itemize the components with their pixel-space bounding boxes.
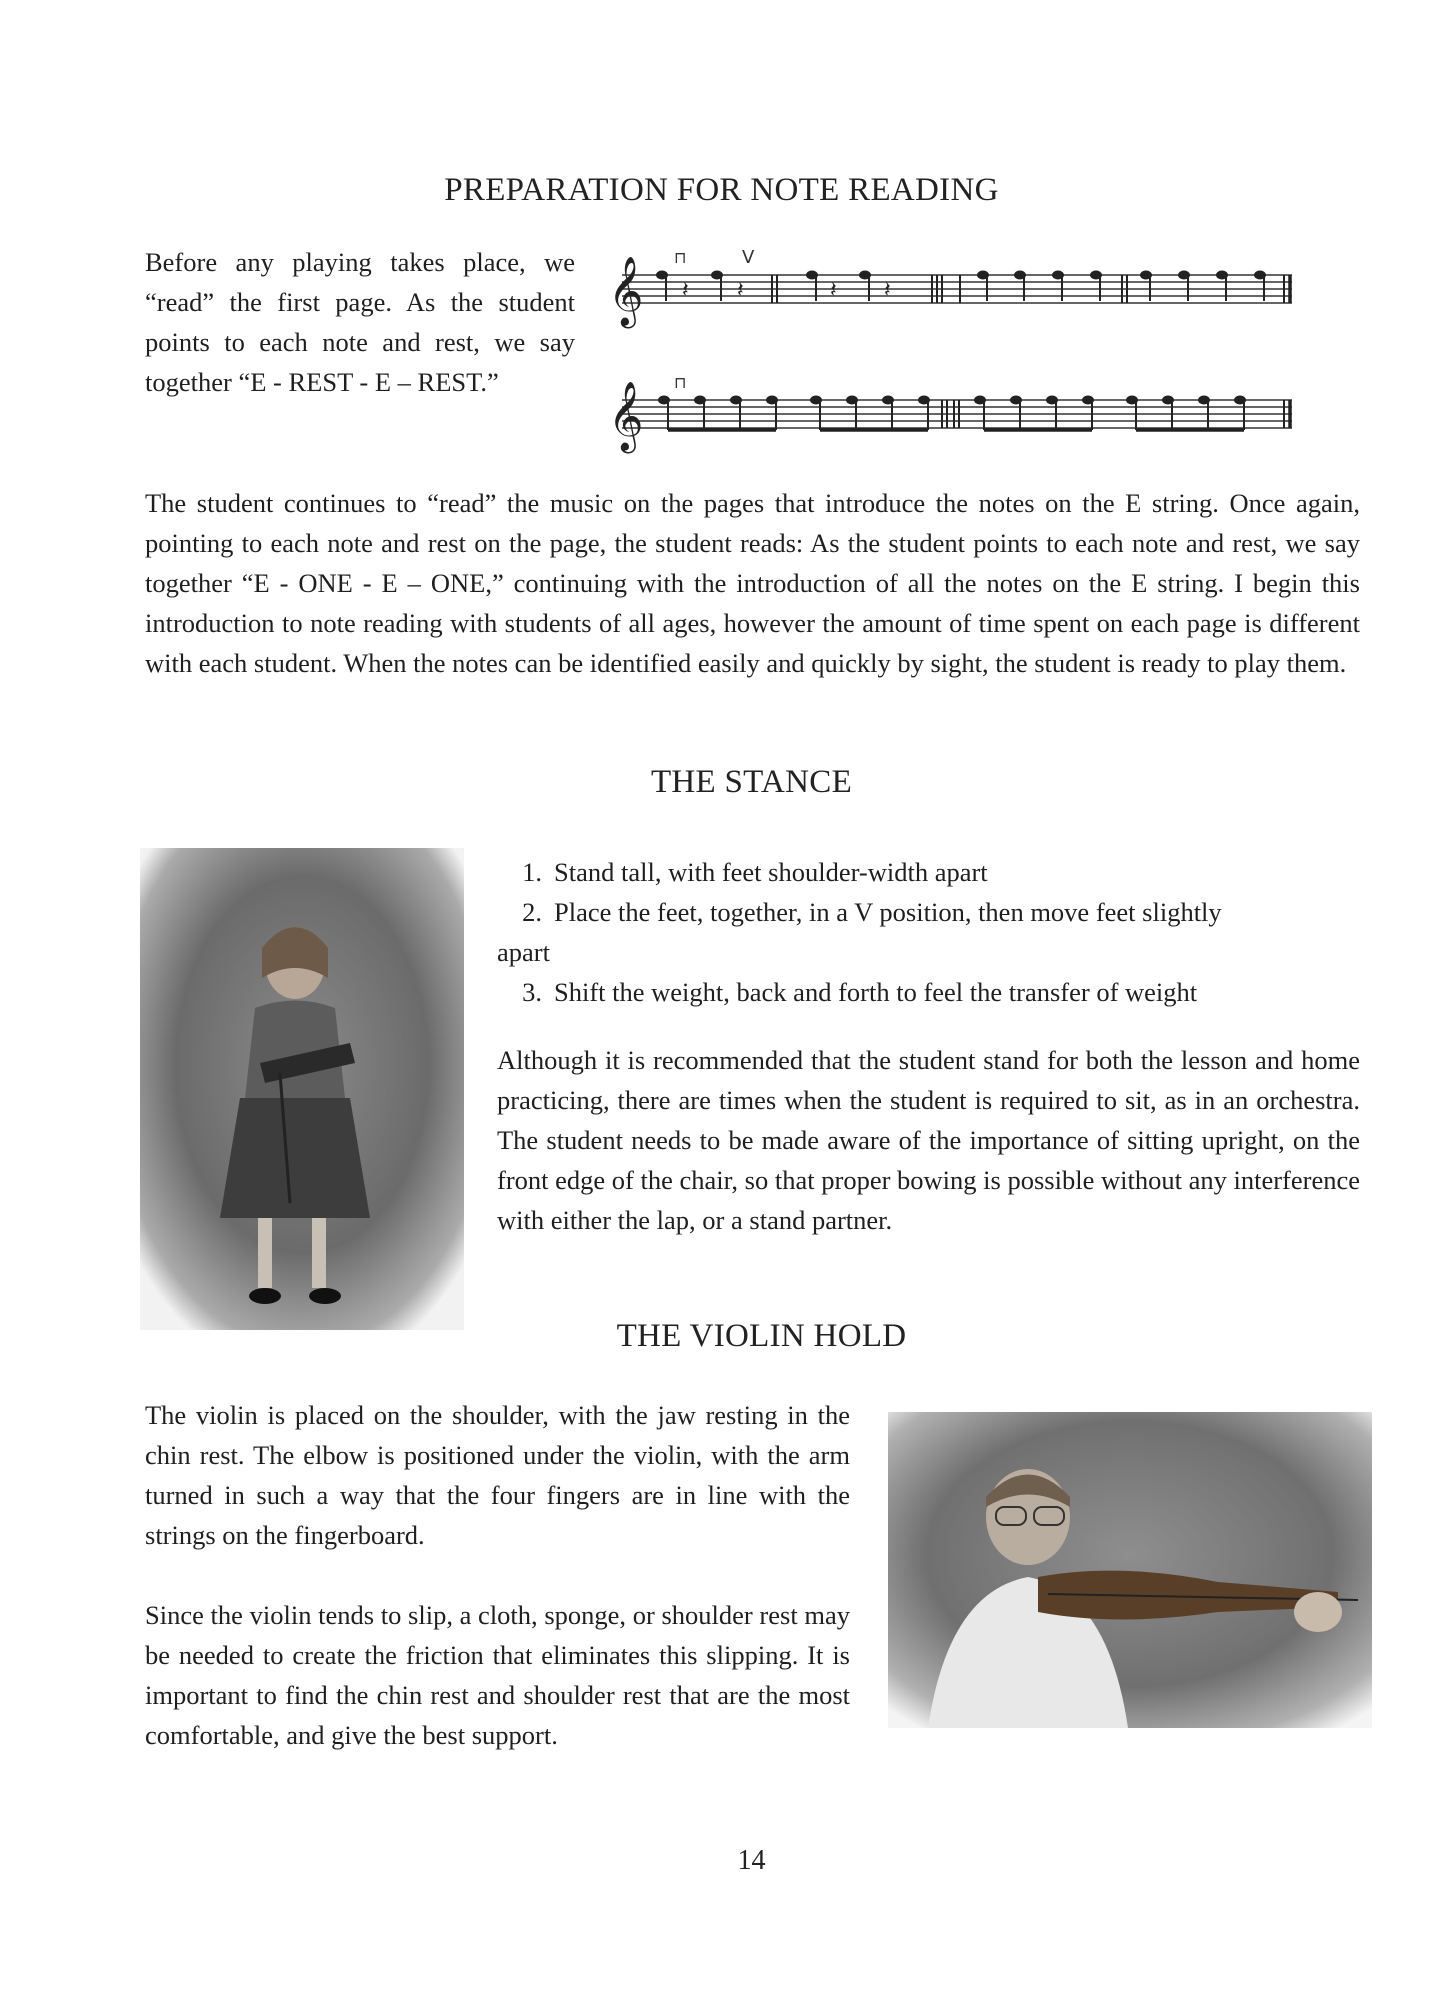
list-text: Stand tall, with feet shoulder-width apart bbox=[554, 857, 988, 887]
down-bow-mark-icon: ⊓ bbox=[674, 373, 687, 392]
girl-with-violin-photo bbox=[140, 848, 464, 1330]
note-reading-intro: Before any playing takes place, we “read” the first page. As the student points to each note and rest, we say together “E - REST - E – REST.” bbox=[145, 247, 575, 397]
music-staff-1 bbox=[602, 245, 1302, 335]
treble-clef-icon: 𝄞 bbox=[608, 256, 644, 326]
svg-text:𝄽: 𝄽 bbox=[682, 278, 689, 303]
boy-playing-violin-photo bbox=[888, 1412, 1372, 1728]
up-bow-mark-icon: V bbox=[742, 247, 755, 268]
list-number: 3. bbox=[522, 977, 542, 1007]
violin-hold-paragraph-1: The violin is placed on the shoulder, with the jaw resting in the chin rest. The elbow is positioned under the violin, with the arm turned in such a way that the four fingers are in line with the strings on the fingerboard. bbox=[145, 1400, 850, 1550]
note-reading-paragraph: The student continues to “read” the music on the pages that introduce the notes on the E string. Once again, pointing to each note and rest on the page, the student reads: As the student points to each note and rest, we say together “E - ONE - E – ONE,” continuing with the introduction of all the notes on the E string. I begin this introduction to note reading with students of all ages, however the amount of time spent on each page is different with each student. When the notes can be identified easily and quickly by sight, the student is ready to play them. bbox=[145, 488, 1360, 678]
stance-item-1 bbox=[502, 852, 988, 892]
section-title-violin-hold: THE VIOLIN HOLD bbox=[616, 1318, 907, 1354]
stance-item-3 bbox=[502, 972, 1197, 1012]
list-number: 1. bbox=[522, 857, 542, 887]
violin-hold-paragraph-2: Since the violin tends to slip, a cloth, sponge, or shoulder rest may be needed to create the friction that eliminates this slipping. It is important to find the chin rest and shoulder rest that are the most comfortable, and give the best support. bbox=[145, 1600, 850, 1750]
treble-clef-icon: 𝄞 bbox=[608, 381, 644, 451]
svg-text:𝄽: 𝄽 bbox=[830, 278, 837, 303]
stance-paragraph: Although it is recommended that the student stand for both the lesson and home practicing, there are times when the student is required to sit, as in an orchestra. The student needs to be made aware of the importance of sitting upright, on the front edge of the chair, so that proper bowing is possible without any interference with either the lap, or a stand partner. bbox=[497, 1045, 1360, 1235]
page-number: 14 bbox=[737, 1845, 766, 1876]
list-text: Place the feet, together, in a V position, then move feet slightly bbox=[554, 897, 1222, 927]
svg-text:𝄽: 𝄽 bbox=[884, 278, 891, 303]
music-staff-2 bbox=[602, 370, 1302, 460]
list-text: Shift the weight, back and forth to feel the transfer of weight bbox=[554, 977, 1198, 1007]
section-title-stance: THE STANCE bbox=[650, 764, 853, 800]
list-text: apart bbox=[497, 937, 550, 967]
stance-item-2-continued bbox=[497, 932, 550, 972]
down-bow-mark-icon: ⊓ bbox=[674, 248, 687, 267]
list-number: 2. bbox=[522, 897, 542, 927]
svg-text:𝄽: 𝄽 bbox=[737, 278, 744, 303]
section-title-note-reading: PREPARATION FOR NOTE READING bbox=[444, 172, 999, 208]
stance-item-2 bbox=[502, 892, 1222, 932]
